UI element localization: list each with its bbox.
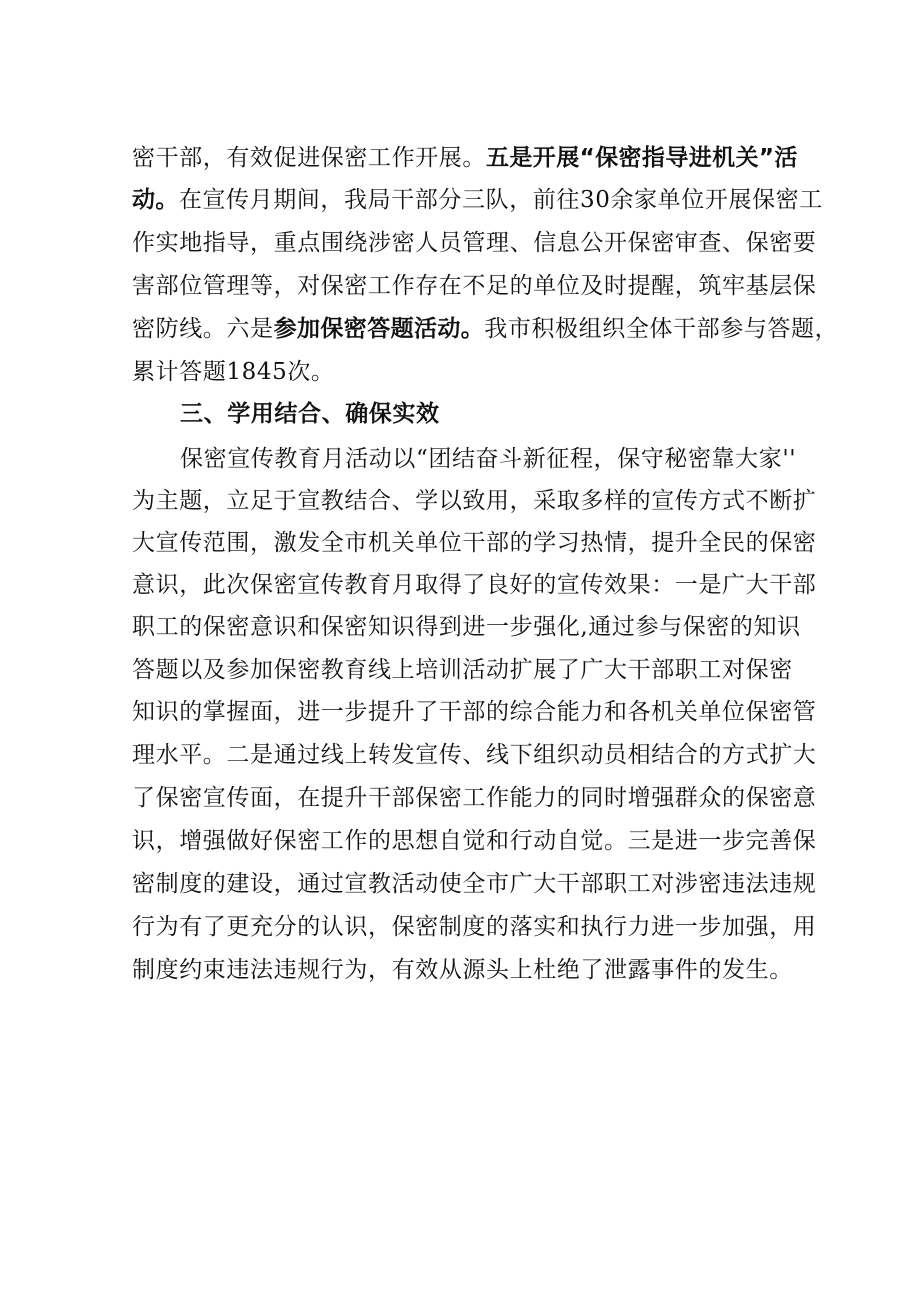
paragraph-line: [132, 307, 838, 351]
paragraph-line: 作实地指导，重点围绕涉密人员管理、信息公开保密审查、保密要: [132, 230, 817, 256]
paragraph-line: 累计答题1845次。: [132, 359, 335, 385]
body-text: 密干部，有效促进保密工作开展。: [132, 145, 486, 171]
paragraph-line: 知识的掌握面，进一步提升了干部的综合能力和各机关单位保密管: [132, 699, 817, 725]
paragraph-line: 制度约束违法违规行为，有效从源头上杜绝了泄露事件的发生。: [132, 957, 793, 983]
paragraph-line: 保密宣传教育月活动以“团结奋斗新征程，保守秘密靠大家'': [180, 446, 797, 472]
bold-highlight: 参加保密答题活动。: [273, 316, 485, 342]
paragraph-line: 害部位管理等，对保密工作存在不足的单位及时提醒，筑牢基层保: [132, 273, 817, 299]
body-text: 密防线。六是: [132, 316, 274, 342]
paragraph-line: 行为有了更充分的认识，保密制度的落实和执行力进一步加强，用: [132, 914, 817, 940]
paragraph-line: 了保密宣传面，在提升干部保密工作能力的同时增强群众的保密意: [132, 785, 817, 811]
paragraph-line: 理水平。二是通过线上转发宣传、线下组织动员相结合的方式扩大: [132, 742, 817, 768]
paragraph-line: 识，增强做好保密工作的思想自觉和行动自觉。三是进一步完善保: [132, 828, 817, 854]
paragraph-line: 意识，此次保密宣传教育月取得了良好的宣传效果：一是广大干部: [132, 572, 817, 598]
paragraph-line: 大宣传范围，激发全市机关单位干部的学习热情，提升全民的保密: [132, 530, 817, 556]
paragraph-line: 密制度的建设，通过宣教活动使全市广大干部职工对涉密违法违规: [132, 871, 817, 897]
bold-highlight: 五是开展“保密指导进机关”活: [486, 145, 798, 171]
paragraph-line: 答题以及参加保密教育线上培训活动扩展了广大干部职工对保密: [132, 657, 793, 683]
paragraph-line: 职工的保密意识和保密知识得到进一步强化,通过参与保密的知识: [132, 614, 801, 640]
body-text: 我市积极组织全体干部参与答题，: [484, 316, 839, 342]
body-text: 在宣传月期间，我局干部分三队，前往30余家单位开展保密工: [178, 187, 823, 213]
paragraph-line: [132, 136, 798, 180]
section-heading: 三、学用结合、确保实效: [180, 401, 440, 427]
paragraph-line: 为主题，立足于宣教结合、学以致用，采取多样的宣传方式不断扩: [132, 488, 817, 514]
bold-highlight: 动。: [132, 187, 179, 213]
paragraph-line: [132, 178, 823, 222]
